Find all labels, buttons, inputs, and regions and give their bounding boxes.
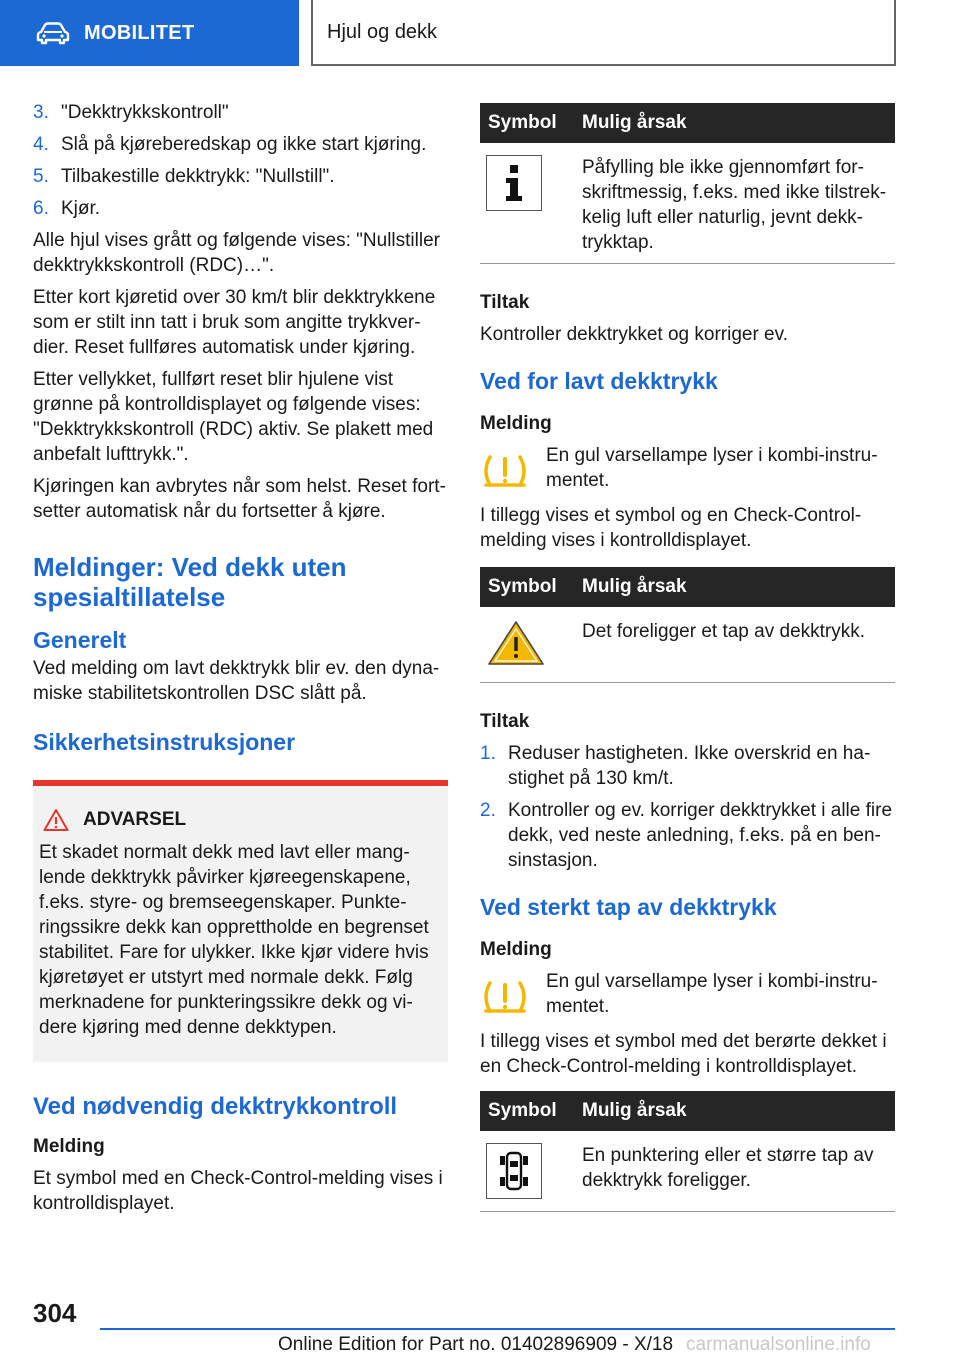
warning-triangle-icon (43, 808, 69, 832)
subheading: Melding (33, 1136, 105, 1157)
table-header-symbol: Symbol (480, 567, 574, 607)
watermark: carmanualsonline.info (686, 1334, 871, 1355)
step-number: 6. (33, 198, 49, 219)
table-header-cause: Mulig årsak (574, 103, 895, 143)
section-heading: Meldinger: Ved dekk uten spesialtillatelse (33, 552, 347, 612)
section-tab (0, 0, 299, 66)
left-column (33, 100, 448, 1223)
step-text: Slå på kjøreberedskap og ikke start kjøring. (61, 134, 427, 155)
paragraph: Ved melding om lavt dekktrykk blir ev. den dynamiske stabilitetskontrollen DSC slått på. (33, 658, 440, 704)
table-header-cause: Mulig årsak (574, 1091, 895, 1131)
paragraph: Kjøringen kan avbrytes når som helst. Reset fortsetter automatisk når du fortsetter å kjøre. (33, 476, 446, 522)
footer-divider (100, 1328, 895, 1330)
warning-text: Et skadet normalt dekk med lavt eller manglende dekktrykk påvirker kjøreegenskapene, f.eks. styre- og bremseegenskaper. Punkteringssikre dekk kan opprettholde en begrenset stabilitet. Fare for ulykker. Ikke kjør videre hvis kjøretøyet er utstyrt med normale dekk. Følg merknadene for punkteringssikre dekk og videre kjøring med denne dekktypen. (39, 842, 429, 1038)
step-number: 5. (33, 166, 49, 187)
step-number: 2. (480, 800, 496, 821)
warning-header (39, 808, 440, 832)
message-text: En gul varsellampe lyser i kombi-instrumentet. (546, 445, 878, 491)
step-text: Kontroller og ev. korriger dekktrykket i alle fire dekk, ved neste anledning, f.eks. på en bensinstasjon. (508, 800, 893, 871)
table-header-cause: Mulig årsak (574, 567, 895, 607)
subsection-heading: Sikkerhetsinstruksjoner (33, 729, 296, 755)
table-cell-cause: En punktering eller et større tap av dekktrykk foreligger. (574, 1131, 895, 1212)
step-text: Reduser hastigheten. Ikke overskrid en hastighet på 130 km/t. (508, 743, 871, 789)
right-column (480, 103, 895, 1212)
section-title: MOBILITET (84, 21, 195, 44)
list-item (480, 741, 895, 791)
step-number: 4. (33, 134, 49, 155)
message-row (480, 969, 895, 1022)
page-number: 304 (33, 1298, 77, 1328)
table-row (480, 1131, 895, 1212)
table-cell-cause: Påfylling ble ikke gjennomført forskriftmessig, f.eks. med ikke tilstrekkelig luft eller naturlig, jevnt dekktrykktap. (574, 143, 895, 264)
symbol-table-tire (480, 1091, 895, 1212)
warning-title: ADVARSEL (83, 809, 187, 830)
paragraph: Etter kort kjøretid over 30 km/t blir dekktrykkene som er stilt inn tatt i bruk som angitte trykkverdier. Reset fullføres automatisk under kjøring. (33, 287, 436, 358)
table-header-symbol: Symbol (480, 1091, 574, 1131)
action-steps-list (480, 741, 895, 873)
subsection-heading: Ved for lavt dekktrykk (480, 368, 718, 394)
list-item (480, 798, 895, 873)
car-icon (36, 21, 70, 45)
table-row (480, 143, 895, 264)
step-text: Tilbakestille dekktrykk: "Nullstill". (61, 166, 335, 187)
message-text: En gul varsellampe lyser i kombi-instrumentet. (546, 971, 878, 1017)
paragraph: I tillegg vises et symbol med det berørte dekket i en Check-Control-melding i kontrolldisplayet. (480, 1031, 887, 1077)
subheading: Tiltak (480, 292, 530, 313)
subheading: Tiltak (480, 711, 530, 732)
edition-text: Online Edition for Part no. 01402896909 - X/18 (278, 1334, 674, 1355)
paragraph: I tillegg vises et symbol og en Check-Control-melding vises i kontrolldisplayet. (480, 505, 862, 551)
tire-pressure-lamp-icon (480, 977, 530, 1017)
subheading: Melding (480, 413, 552, 434)
step-number: 1. (480, 743, 496, 764)
symbol-table-warning (480, 567, 895, 683)
list-item (33, 100, 448, 125)
list-item (33, 132, 448, 157)
subheading: Melding (480, 939, 552, 960)
tire-pressure-lamp-icon (480, 451, 530, 491)
table-row (480, 607, 895, 683)
table-cell-cause: Det foreligger et tap av dekktrykk. (574, 607, 895, 683)
subsection-heading: Generelt (33, 627, 127, 653)
section-heading: Ved nødvendig dekktrykkontroll (33, 1093, 398, 1120)
step-text: Kjør. (61, 198, 101, 219)
chapter-header (311, 0, 896, 66)
paragraph: Et symbol med en Check-Control-melding vises i kontrolldisplayet. (33, 1168, 443, 1214)
subsection-heading: Ved sterkt tap av dekktrykk (480, 894, 777, 920)
list-item (33, 196, 448, 221)
paragraph: Alle hjul vises grått og følgende vises: "Nullstiller dekktrykkskontroll (RDC)…". (33, 230, 440, 276)
car-tire-icon (486, 1143, 542, 1199)
info-icon (486, 155, 542, 211)
table-header-symbol: Symbol (480, 103, 574, 143)
list-item (33, 164, 448, 189)
reset-steps-list (33, 100, 448, 221)
warning-triangle-icon (486, 619, 546, 667)
warning-box (33, 780, 448, 1062)
message-row (480, 443, 895, 496)
step-number: 3. (33, 102, 49, 123)
step-text: "Dekktrykkskontroll" (61, 102, 229, 123)
paragraph: Etter vellykket, fullført reset blir hjulene vist grønne på kontrolldisplayet og følgende vises: "Dekktrykkskontroll (RDC) aktiv. Se plakett med anbefalt lufttrykk.". (33, 369, 434, 465)
symbol-table-info (480, 103, 895, 264)
paragraph: Kontroller dekktrykket og korriger ev. (480, 324, 788, 345)
chapter-title: Hjul og dekk (327, 20, 438, 43)
